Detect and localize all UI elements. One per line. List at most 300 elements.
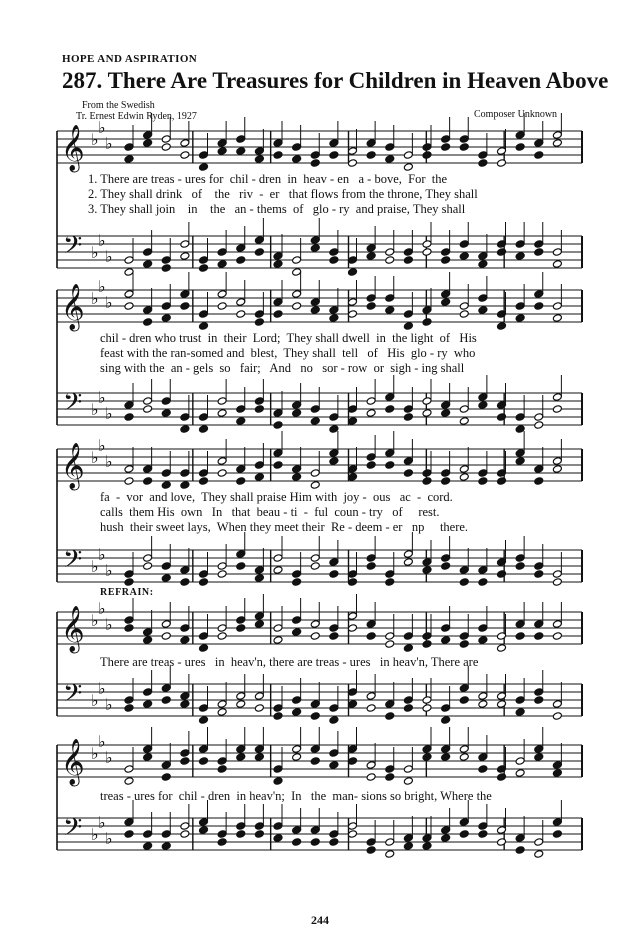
note-head-icon	[161, 830, 171, 839]
note-head-icon	[459, 830, 469, 839]
note-head-icon	[310, 757, 320, 766]
note-head-icon	[292, 578, 302, 587]
note-head-icon	[273, 151, 283, 160]
note-head-icon	[422, 566, 432, 575]
half-note-icon	[236, 310, 246, 319]
note-head-icon	[329, 314, 339, 323]
note-head-icon	[254, 310, 264, 319]
note-head-icon	[292, 708, 302, 717]
note-head-icon	[441, 401, 451, 410]
note-head-icon	[497, 240, 507, 249]
note-head-icon	[292, 401, 302, 410]
note-head-icon	[552, 761, 562, 770]
hymn-title-text: There Are Treasures for Children in Heaven Above	[107, 68, 609, 93]
half-note-icon	[403, 765, 413, 774]
note-head-icon	[385, 306, 395, 315]
note-head-icon	[497, 558, 507, 567]
half-note-icon	[552, 700, 562, 709]
note-head-icon	[478, 636, 488, 645]
system-1-verse-3: 3. They shall join in the an - thems of glo - ry and praise, They shall	[88, 202, 466, 216]
note-head-icon	[292, 409, 302, 418]
note-head-icon	[273, 765, 283, 774]
note-head-icon	[459, 684, 469, 693]
note-head-icon	[403, 457, 413, 466]
note-head-icon	[143, 636, 153, 645]
note-head-icon	[478, 393, 488, 402]
note-head-icon	[459, 252, 469, 261]
half-note-icon	[552, 131, 562, 140]
note-head-icon	[292, 155, 302, 164]
note-head-icon	[552, 830, 562, 839]
note-head-icon	[422, 632, 432, 641]
half-note-icon	[552, 570, 562, 579]
half-note-icon	[459, 465, 469, 474]
note-head-icon	[310, 405, 320, 414]
note-head-icon	[403, 834, 413, 843]
half-note-icon	[143, 562, 153, 571]
note-head-icon	[478, 260, 488, 269]
note-head-icon	[254, 147, 264, 156]
note-head-icon	[273, 777, 283, 786]
bass-clef-icon: 𝄢	[63, 813, 83, 848]
note-head-icon	[254, 574, 264, 583]
note-head-icon	[236, 745, 246, 754]
half-note-icon	[143, 554, 153, 563]
note-head-icon	[329, 413, 339, 422]
note-head-icon	[273, 139, 283, 148]
note-head-icon	[441, 143, 451, 152]
note-head-icon	[459, 135, 469, 144]
note-head-icon	[459, 566, 469, 575]
half-note-icon	[515, 757, 525, 766]
note-head-icon	[124, 413, 134, 422]
note-head-icon	[217, 248, 227, 257]
note-head-icon	[161, 562, 171, 571]
note-head-icon	[478, 151, 488, 160]
half-note-icon	[497, 147, 507, 156]
system-1-verse-1: 1. There are treas - ures for chil - dren in heav - en a - bove, For the	[88, 172, 448, 186]
note-head-icon	[441, 834, 451, 843]
system-3-verse-3: hush their sweet lays, When they meet their Re - deem - er np there.	[100, 520, 469, 534]
note-head-icon	[124, 704, 134, 713]
half-note-icon	[161, 143, 171, 152]
note-head-icon	[180, 290, 190, 299]
half-note-icon	[161, 135, 171, 144]
note-head-icon	[310, 700, 320, 709]
note-head-icon	[143, 745, 153, 754]
note-head-icon	[534, 290, 544, 299]
note-head-icon	[217, 765, 227, 774]
half-note-icon	[366, 692, 376, 701]
flat-sign-icon: ♭	[105, 134, 113, 153]
note-head-icon	[254, 318, 264, 327]
half-note-icon	[552, 248, 562, 257]
half-note-icon	[161, 632, 171, 641]
note-head-icon	[366, 139, 376, 148]
note-head-icon	[534, 753, 544, 762]
source-credit: From the Swedish	[82, 100, 155, 111]
note-head-icon	[478, 477, 488, 486]
page-number: 244	[311, 913, 329, 927]
note-head-icon	[161, 314, 171, 323]
flat-sign-icon: ♭	[98, 599, 106, 618]
note-head-icon	[292, 838, 302, 847]
half-note-icon	[124, 268, 134, 277]
note-head-icon	[292, 465, 302, 474]
treble-clef-icon: 𝄞	[61, 739, 85, 785]
note-head-icon	[236, 477, 246, 486]
note-head-icon	[161, 256, 171, 265]
note-head-icon	[273, 822, 283, 831]
half-note-icon	[217, 570, 227, 579]
note-head-icon	[254, 620, 264, 629]
half-note-icon	[385, 850, 395, 859]
note-head-icon	[478, 566, 488, 575]
note-head-icon	[273, 834, 283, 843]
half-note-icon	[310, 632, 320, 641]
note-head-icon	[161, 842, 171, 851]
note-head-icon	[329, 830, 339, 839]
note-head-icon	[217, 147, 227, 156]
note-head-icon	[310, 712, 320, 721]
note-head-icon	[292, 628, 302, 637]
note-head-icon	[217, 260, 227, 269]
note-head-icon	[403, 322, 413, 331]
half-note-icon	[552, 712, 562, 721]
note-head-icon	[329, 632, 339, 641]
half-note-icon	[552, 139, 562, 148]
note-head-icon	[515, 413, 525, 422]
note-head-icon	[124, 570, 134, 579]
note-head-icon	[180, 578, 190, 587]
note-head-icon	[441, 554, 451, 563]
note-head-icon	[329, 558, 339, 567]
note-head-icon	[422, 834, 432, 843]
half-note-icon	[385, 256, 395, 265]
note-head-icon	[273, 704, 283, 713]
note-head-icon	[236, 550, 246, 559]
note-head-icon	[534, 745, 544, 754]
half-note-icon	[478, 692, 488, 701]
half-note-icon	[310, 554, 320, 563]
note-head-icon	[478, 252, 488, 261]
note-head-icon	[497, 310, 507, 319]
half-note-icon	[143, 405, 153, 414]
note-head-icon	[534, 240, 544, 249]
half-note-icon	[217, 562, 227, 571]
note-head-icon	[385, 393, 395, 402]
note-head-icon	[180, 636, 190, 645]
refrain-line-1: There are treas - ures in heav'n, there are treas - ures in heav'n, There are	[100, 655, 479, 669]
note-head-icon	[199, 757, 209, 766]
note-head-icon	[478, 830, 488, 839]
note-head-icon	[254, 566, 264, 575]
note-head-icon	[515, 425, 525, 434]
note-head-icon	[254, 830, 264, 839]
note-head-icon	[366, 244, 376, 253]
note-head-icon	[441, 248, 451, 257]
note-head-icon	[441, 704, 451, 713]
note-head-icon	[478, 159, 488, 168]
half-note-icon	[422, 397, 432, 406]
half-note-icon	[534, 850, 544, 859]
note-head-icon	[199, 163, 209, 172]
note-head-icon	[199, 256, 209, 265]
note-head-icon	[385, 765, 395, 774]
note-head-icon	[366, 846, 376, 855]
note-head-icon	[236, 256, 246, 265]
half-note-icon	[180, 822, 190, 831]
flat-sign-icon: ♭	[91, 557, 99, 576]
half-note-icon	[497, 826, 507, 835]
note-head-icon	[515, 834, 525, 843]
half-note-icon	[366, 761, 376, 770]
note-head-icon	[180, 757, 190, 766]
half-note-icon	[236, 298, 246, 307]
note-head-icon	[254, 473, 264, 482]
note-head-icon	[552, 769, 562, 778]
note-head-icon	[441, 745, 451, 754]
note-head-icon	[534, 620, 544, 629]
note-head-icon	[534, 302, 544, 311]
note-head-icon	[366, 838, 376, 847]
note-head-icon	[292, 473, 302, 482]
note-head-icon	[459, 818, 469, 827]
half-note-icon	[422, 704, 432, 713]
note-head-icon	[236, 562, 246, 571]
half-note-icon	[292, 268, 302, 277]
note-head-icon	[254, 236, 264, 245]
note-head-icon	[403, 696, 413, 705]
note-head-icon	[143, 688, 153, 697]
half-note-icon	[497, 692, 507, 701]
half-note-icon	[124, 302, 134, 311]
note-head-icon	[180, 481, 190, 490]
flat-sign-icon: ♭	[105, 561, 113, 580]
half-note-icon	[310, 481, 320, 490]
note-head-icon	[329, 306, 339, 315]
half-note-icon	[143, 397, 153, 406]
flat-sign-icon: ♭	[105, 452, 113, 471]
note-head-icon	[143, 842, 153, 851]
half-note-icon	[497, 159, 507, 168]
note-head-icon	[180, 566, 190, 575]
half-note-icon	[236, 692, 246, 701]
note-head-icon	[422, 745, 432, 754]
half-note-icon	[310, 469, 320, 478]
note-head-icon	[348, 268, 358, 277]
half-note-icon	[497, 700, 507, 709]
note-head-icon	[366, 453, 376, 462]
flat-sign-icon: ♭	[98, 679, 106, 698]
note-head-icon	[199, 644, 209, 653]
system-2-verse-3: sing with the an - gels so fair; And no sor - row or sigh - ing shall	[100, 361, 465, 375]
note-head-icon	[199, 413, 209, 422]
half-note-icon	[292, 753, 302, 762]
note-head-icon	[199, 632, 209, 641]
note-head-icon	[199, 264, 209, 273]
half-note-icon	[273, 554, 283, 563]
composer-credit: Composer Unknown	[474, 109, 558, 120]
note-head-icon	[124, 143, 134, 152]
note-head-icon	[143, 628, 153, 637]
note-head-icon	[534, 465, 544, 474]
half-note-icon	[124, 465, 134, 474]
note-head-icon	[124, 624, 134, 633]
half-note-icon	[124, 290, 134, 299]
half-note-icon	[217, 302, 227, 311]
note-head-icon	[441, 826, 451, 835]
refrain-line-2: treas - ures for chil - dren in heav'n; In the man- sions so bright, Where the	[100, 789, 492, 803]
note-head-icon	[124, 578, 134, 587]
treble-clef-icon: 𝄞	[61, 606, 85, 652]
note-head-icon	[124, 830, 134, 839]
note-head-icon	[478, 306, 488, 315]
note-head-icon	[329, 151, 339, 160]
note-head-icon	[180, 624, 190, 633]
note-head-icon	[385, 405, 395, 414]
note-head-icon	[273, 421, 283, 430]
note-head-icon	[403, 842, 413, 851]
flat-sign-icon: ♭	[91, 448, 99, 467]
note-head-icon	[161, 264, 171, 273]
note-head-icon	[236, 244, 246, 253]
note-head-icon	[143, 306, 153, 315]
note-head-icon	[441, 135, 451, 144]
note-head-icon	[329, 838, 339, 847]
note-head-icon	[459, 632, 469, 641]
half-note-icon	[217, 290, 227, 299]
note-head-icon	[180, 749, 190, 758]
note-head-icon	[515, 846, 525, 855]
note-head-icon	[161, 696, 171, 705]
note-head-icon	[217, 757, 227, 766]
note-head-icon	[310, 244, 320, 253]
note-head-icon	[422, 842, 432, 851]
half-note-icon	[273, 566, 283, 575]
note-head-icon	[310, 236, 320, 245]
half-note-icon	[217, 632, 227, 641]
note-head-icon	[403, 632, 413, 641]
note-head-icon	[180, 469, 190, 478]
note-head-icon	[143, 830, 153, 839]
half-note-icon	[366, 704, 376, 713]
half-note-icon	[254, 704, 264, 713]
half-note-icon	[459, 417, 469, 426]
half-note-icon	[366, 397, 376, 406]
flat-sign-icon: ♭	[98, 732, 106, 751]
note-head-icon	[385, 155, 395, 164]
half-note-icon	[422, 240, 432, 249]
system-2-verse-2: feast with the ran-somed and blest, They shall tell of His glo - ry who	[100, 346, 476, 360]
note-head-icon	[217, 830, 227, 839]
half-note-icon	[124, 777, 134, 786]
note-head-icon	[236, 624, 246, 633]
note-head-icon	[478, 753, 488, 762]
note-head-icon	[143, 753, 153, 762]
flat-sign-icon: ♭	[91, 400, 99, 419]
note-head-icon	[124, 616, 134, 625]
half-note-icon	[180, 830, 190, 839]
half-note-icon	[459, 745, 469, 754]
note-head-icon	[329, 716, 339, 725]
note-head-icon	[385, 712, 395, 721]
half-note-icon	[292, 256, 302, 265]
note-head-icon	[236, 405, 246, 414]
note-head-icon	[236, 135, 246, 144]
note-head-icon	[161, 409, 171, 418]
half-note-icon	[180, 139, 190, 148]
note-head-icon	[143, 260, 153, 269]
note-head-icon	[385, 143, 395, 152]
note-head-icon	[403, 248, 413, 257]
half-note-icon	[534, 413, 544, 422]
half-note-icon	[534, 421, 544, 430]
note-head-icon	[329, 704, 339, 713]
note-head-icon	[497, 248, 507, 257]
note-head-icon	[310, 417, 320, 426]
note-head-icon	[329, 624, 339, 633]
note-head-icon	[329, 449, 339, 458]
note-head-icon	[441, 256, 451, 265]
note-head-icon	[329, 570, 339, 579]
note-head-icon	[310, 826, 320, 835]
note-head-icon	[273, 252, 283, 261]
flat-sign-icon: ♭	[91, 130, 99, 149]
note-head-icon	[366, 562, 376, 571]
note-head-icon	[236, 822, 246, 831]
note-head-icon	[459, 640, 469, 649]
note-head-icon	[534, 632, 544, 641]
half-note-icon	[161, 620, 171, 629]
half-note-icon	[254, 692, 264, 701]
note-head-icon	[161, 773, 171, 782]
half-note-icon	[217, 624, 227, 633]
half-note-icon	[422, 409, 432, 418]
note-head-icon	[497, 477, 507, 486]
half-note-icon	[217, 700, 227, 709]
note-head-icon	[478, 294, 488, 303]
half-note-icon	[403, 777, 413, 786]
note-head-icon	[124, 818, 134, 827]
half-note-icon	[124, 765, 134, 774]
note-head-icon	[422, 143, 432, 152]
flat-sign-icon: ♭	[91, 289, 99, 308]
note-head-icon	[534, 139, 544, 148]
note-head-icon	[236, 147, 246, 156]
note-head-icon	[199, 818, 209, 827]
note-head-icon	[403, 704, 413, 713]
half-note-icon	[552, 260, 562, 269]
note-head-icon	[385, 700, 395, 709]
half-note-icon	[403, 163, 413, 172]
note-head-icon	[124, 401, 134, 410]
note-head-icon	[180, 700, 190, 709]
note-head-icon	[497, 401, 507, 410]
note-head-icon	[441, 469, 451, 478]
note-head-icon	[199, 570, 209, 579]
note-head-icon	[385, 570, 395, 579]
note-head-icon	[403, 469, 413, 478]
note-head-icon	[459, 240, 469, 249]
half-note-icon	[422, 696, 432, 705]
note-head-icon	[366, 294, 376, 303]
note-head-icon	[497, 570, 507, 579]
half-note-icon	[552, 620, 562, 629]
note-head-icon	[329, 139, 339, 148]
half-note-icon	[552, 465, 562, 474]
note-head-icon	[403, 405, 413, 414]
